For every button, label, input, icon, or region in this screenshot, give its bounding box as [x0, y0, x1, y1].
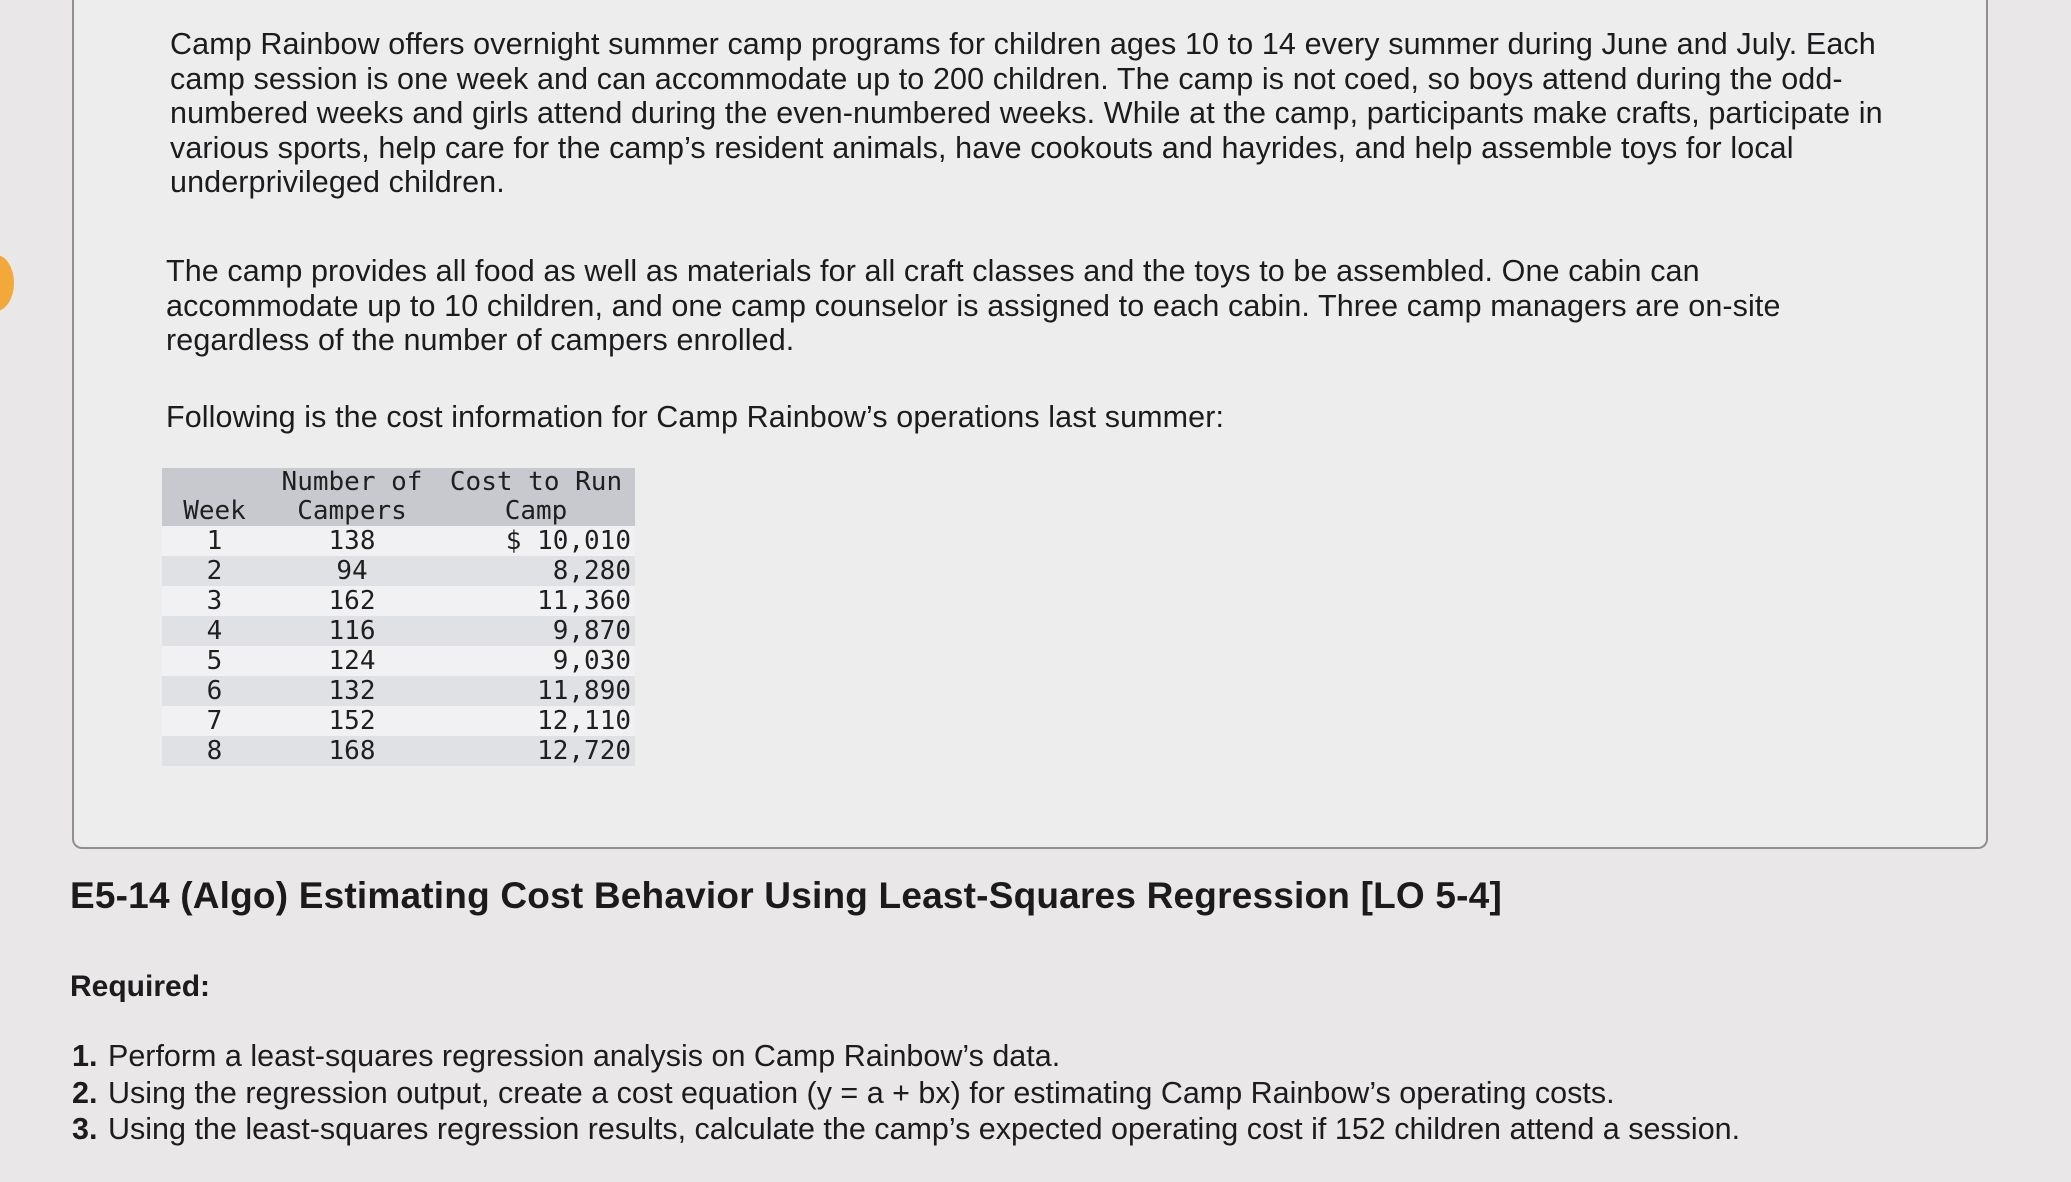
task-number: 3.: [72, 1112, 98, 1146]
week-cell: 2: [206, 556, 223, 586]
campers-cell: 162: [328, 586, 376, 616]
task-text: Perform a least-squares regression analysis on Camp Rainbow’s data.: [108, 1039, 1061, 1073]
cost-cell: 11,360: [537, 586, 631, 616]
table-row: [162, 586, 635, 616]
list-item: [72, 1038, 1740, 1075]
intro-paragraph-3: Following is the cost information for Camp Rainbow’s operations last summer:: [166, 400, 1225, 434]
table-row: [162, 616, 635, 646]
week-cell: 7: [206, 706, 223, 736]
week-cell: 6: [206, 676, 223, 706]
campers-cell: 132: [328, 676, 376, 706]
list-item: [72, 1075, 1740, 1112]
table-row: [162, 676, 635, 706]
table-row: [162, 706, 635, 736]
required-label: Required:: [70, 970, 211, 1003]
task-number: 1.: [72, 1039, 98, 1073]
cost-cell: 8,280: [552, 556, 631, 586]
table-row: [162, 556, 635, 586]
cost-cell: 9,030: [552, 646, 631, 676]
week-cell: 5: [206, 646, 223, 676]
campers-cell: 116: [328, 616, 376, 646]
intro-paragraph-1: Camp Rainbow offers overnight summer camp programs for children ages 10 to 14 every summer during June and July. Each camp session is one week and can accommodate up to 200 children. The camp is not coed, so boys attend during the odd-numbered weeks and girls attend during the even-numbered weeks. While at the camp, participants make crafts, participate in various sports, help care for the camp’s resident animals, have cookouts and hayrides, and help assemble toys for local underprivileged children.: [170, 27, 1883, 199]
exercise-title: E5-14 (Algo) Estimating Cost Behavior Using Least-Squares Regression [LO 5-4]: [70, 875, 1502, 916]
cost-cell: $ 10,010: [505, 526, 631, 556]
campers-cell: 138: [328, 526, 376, 556]
week-cell: 4: [206, 616, 223, 646]
header-cost: Cost to Run Camp: [437, 468, 635, 526]
table-row: [162, 526, 635, 556]
campers-cell: 168: [328, 736, 376, 766]
header-week: Week: [162, 468, 267, 526]
cost-cell: 12,110: [537, 706, 631, 736]
table-header-row: [162, 468, 635, 526]
header-campers: Number of Campers: [267, 468, 437, 526]
task-list: [72, 1038, 1740, 1148]
edge-marker: [0, 255, 14, 311]
task-text: Using the regression output, create a cost equation (y = a + bx) for estimating Camp Rainbow’s operating costs.: [108, 1075, 1615, 1110]
cost-cell: 12,720: [537, 736, 631, 766]
task-text: Using the least-squares regression results, calculate the camp’s expected operating cost if 152 children attend a session.: [108, 1112, 1741, 1146]
campers-cell: 124: [328, 646, 376, 676]
intro-paragraph-2: The camp provides all food as well as materials for all craft classes and the toys to be assembled. One cabin can accommodate up to 10 children, and one camp counselor is assigned to each cabin. Three camp managers are on-site regardless of the number of campers enrolled.: [166, 254, 1781, 357]
list-item: [72, 1111, 1740, 1148]
cost-table: [162, 468, 635, 766]
cost-cell: 11,890: [537, 676, 631, 706]
cost-cell: 9,870: [552, 616, 631, 646]
campers-cell: 152: [328, 706, 376, 736]
campers-cell: 94: [336, 556, 368, 586]
week-cell: 8: [206, 736, 223, 766]
task-number: 2.: [72, 1075, 98, 1110]
table-row: [162, 736, 635, 766]
table-row: [162, 646, 635, 676]
week-cell: 1: [206, 526, 223, 556]
week-cell: 3: [206, 586, 223, 616]
